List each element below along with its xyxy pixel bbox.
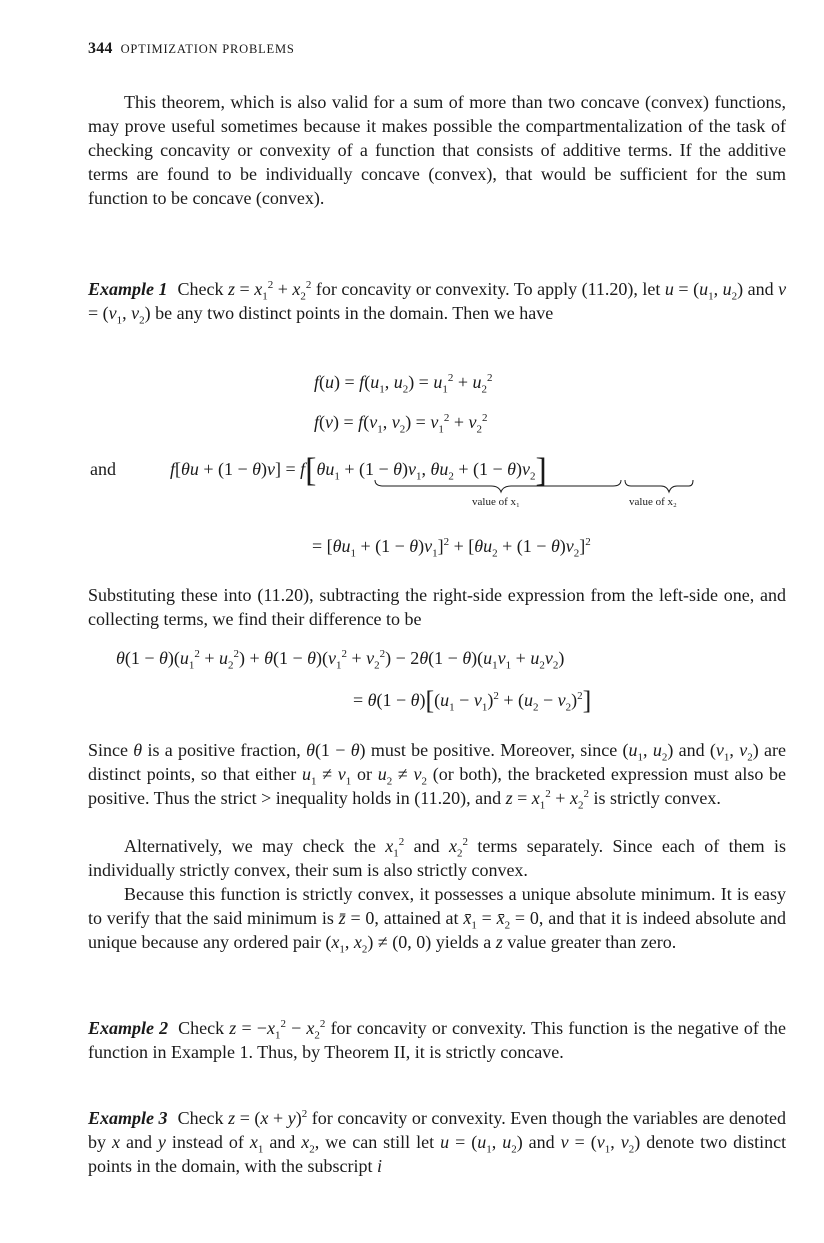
running-head [88, 40, 295, 58]
alternatively-paragraph: Alternatively, we may check the $x_1^2$ and $x_2^2$ terms separately. Since each of them is individually strictly convex, their sum is also strictly convex. [88, 836, 787, 880]
running-title: OPTIMIZATION PROBLEMS [120, 42, 295, 56]
example-1-paragraph: Example 1 Check $z = x_1^2 + x_2^2$ for concavity or convexity. To apply (11.20), let $u = (u_1$, $u_2$) and $v = (v_1$, $v_2$) be any two distinct points in the domain. Then we have [88, 279, 787, 327]
underbrace-x1 [375, 480, 621, 492]
underbrace-x2 [625, 480, 693, 492]
equation-f-v: $f(v) = f(v_1$, $v_2) = v_1^2 + v_2^2$ [314, 412, 488, 436]
underbraces [373, 478, 695, 494]
example-1-heading: Example 1 [88, 279, 168, 299]
example-3-paragraph: Example 3 Check $z = (x + y)^2$ for concavity or convexity. Even though the variables are denoted by x and y instead of $x_1$ and $x_2$, we can still let $u = (u_1$, $u_2$) and $v = (v_1$, $v_2$) denote two distinct points in the domain, with the subscript i [88, 1108, 787, 1176]
value-of-x1-label: value of x₁ [472, 496, 520, 508]
and-label: and [90, 459, 116, 479]
value-of-x2-label: value of x₂ [629, 496, 677, 508]
intro-paragraph: This theorem, which is also valid for a sum of more than two concave (convex) functions, may prove useful sometimes because it makes possible the compartmentalization of the task of checking concavity or convexity of a function that consists of additive terms. If the additive terms are found to be individually concave (convex), that would be sufficient for the sum function to be concave (convex). [88, 92, 786, 208]
equation-difference: $\theta(1 - \theta)(u_1^2 + u_2^2) + \theta(1 - \theta)(v_1^2 + v_2^2) - 2\theta(1 - \theta)(u_1v_1 + u_2v_2)$ [116, 648, 565, 672]
because-paragraph: Because this function is strictly convex, it possesses a unique absolute minimum. It is easy to verify that the said minimum is z̄ = 0, attained at $x̄_1$ = $x̄_2 = 0$, and that it is indeed absolute and unique because any ordered pair ($x_1$, $x_2) \ne (0$, 0) yields a z value greater than zero. [88, 884, 787, 956]
equation-f-u: $f(u) = f(u_1$, $u_2) = u_1^2 + u_2^2$ [314, 372, 493, 396]
example-2-heading: Example 2 [88, 1018, 169, 1038]
page-number: 344 [88, 40, 113, 57]
substituting-paragraph: Substituting these into (11.20), subtracting the right-side expression from the left-side one, and collecting terms, we find their difference to be [88, 585, 786, 629]
equation-expanded: = $[\theta u_1 + (1 - \theta)v_1]^2 + [\theta u_2 + (1 - \theta)v_2]^2$ [312, 536, 591, 560]
example-2-paragraph: Example 2 Check $z = -x_1^2 - x_2^2$ for concavity or convexity. This function is the negative of the function in Example 1. Thus, by Theorem II, it is strictly concave. [88, 1018, 786, 1062]
example-3-heading: Example 3 [88, 1108, 168, 1128]
equation-theta-combination: $f[\theta u + (1 - \theta)v] = f[\theta u_1 + (1 - \theta)v_1$, $\theta u_2 + (1 - \theta)v_2$] [170, 452, 547, 489]
equation-difference-simplified: = $\theta(1 - \theta)[(u_1 - v_1)^2 + (u_2 - v_2)^2]$ [353, 686, 592, 715]
since-paragraph: Since θ is a positive fraction, θ(1 − θ) must be positive. Moreover, since ($u_1$, $u_2$) and ($v_1$, $v_2$) are distinct points, so that either $u_1 \ne v_1$ or $u_2 \ne v_2$ (or both), the bracketed expression must also be positive. Thus the strict > inequality holds in (11.20), and $z = x_1^2 + x_2^2$ is strictly convex. [88, 740, 787, 812]
